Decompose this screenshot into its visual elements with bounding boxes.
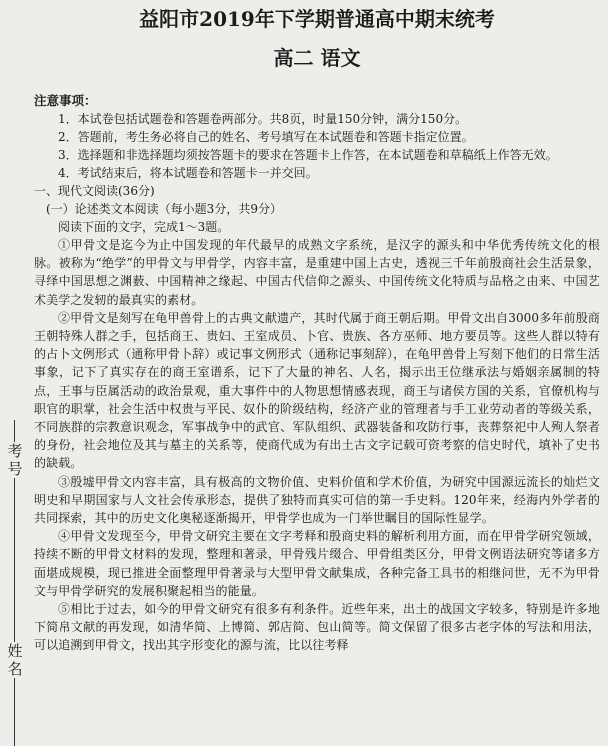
section-title: 一、现代文阅读(36分) <box>34 184 155 198</box>
passage-paragraph: ③殷墟甲骨文内容丰富，具有极高的文物价值、史料价值和学术价值，为研究中国源远流长的灿烂文明史和早期国家与人文社会传承形态，提供了独特而真实可信的第一手史料。120年来，经海内外学者的共同探索，其中的历史文化奥秘逐渐揭开，甲骨学也成为一门举世瞩目的国际性显学。 <box>34 474 600 526</box>
exam-title: 益阳市2019年下学期普通高中期末统考 <box>139 7 495 31</box>
notice-item: 4．考试结束后，将本试题卷和答题卡一并交回。 <box>58 166 318 180</box>
notice-item: 3．选择题和非选择题均须按答题卡的要求在答题卡上作答，在本试题卷和草稿纸上作答无效。 <box>58 148 558 162</box>
notice-heading: 注意事项： <box>34 93 97 108</box>
subsection-title: (一）论述类文本阅读（每小题3分，共9分） <box>46 202 282 216</box>
exam-number-label: 考号 <box>7 442 23 478</box>
notice-item: 1．本试卷包括试题卷和答题卷两部分。共8页，时量150分钟，满分150分。 <box>58 112 468 126</box>
notice-item: 2．答题前，考生务必将自己的姓名、考号填写在本试题卷和答题卡指定位置。 <box>58 130 474 144</box>
exam-page <box>34 6 600 746</box>
binding-margin <box>2 420 28 746</box>
passage-paragraph: ⑤相比于过去，如今的甲骨文研究有很多有利条件。近些年来，出土的战国文字较多，特别是许多地下简帛文献的再发现，如清华简、上博简、郭店简、包山简等。简文保留了很多古老字体的写法和用法，可以追溯到甲骨文，找出其字形变化的源与流，比以往考释 <box>34 602 600 653</box>
name-label: 姓名 <box>7 642 23 678</box>
passage-paragraph: ②甲骨文是刻写在龟甲兽骨上的古典文献遗产，其时代属于商王朝后期。甲骨文出自3000多年前殷商王朝特殊人群之手，包括商王、贵妇、王室成员、卜官、贵族、各方巫师、地方要员等。这些人群以特有的占卜文例形式（通称甲骨卜辞）或记事文例形式（通称记事刻辞），在龟甲兽骨上写刻下他们的日常生活事象，记下了真实存在的商王室谱系，记下了大量的神名、人名，揭示出王位继承法与婚姻亲属制的特点，王事与臣属活动的政治景观，重大事件中的人物思想情感表现，商王与诸侯方国的关系，官僚机构与职官的职掌，社会生活中权贵与平民、奴仆的阶级结构，经济产业的管理者与手工业劳动者的等级关系，不同族群的宗教意识观念，军事战争中的武官、军队组织、武器装备和攻防行事，丧葬祭祀中人殉人祭者的身份，社会地位及其与墓主的关系等，使商代成为有出土古文字记载可资考察的信史时代，填补了史书的缺载。 <box>34 310 600 471</box>
passage-paragraph: ①甲骨文是迄今为止中国发现的年代最早的成熟文字系统，是汉字的源头和中华优秀传统文化的根脉。被称为“绝学”的甲骨文与甲骨学，内容丰富，是重建中国上古史，透视三千年前殷商社会生活景象，寻绎中国思想之渊薮、中国精神之缘起、中国古代信仰之源头、中国传统文化特质与品格之由来、中国艺术美学之发轫的最真实的素材。 <box>34 238 600 307</box>
reading-instruction: 阅读下面的文字，完成1～3题。 <box>58 220 230 234</box>
passage-paragraph: ④甲骨文发现至今，甲骨文研究主要在文字考释和殷商史料的解析利用方面，而在甲骨学研究领域，持续不断的甲骨文材料的发现，整理和著录，甲骨残片缀合、甲骨组类区分，甲骨文例语法研究等诸多方面堪成规模，现已推进全面整理甲骨著录与大型甲骨文献集成，各种完备工具书的相继问世，无不为甲骨文与甲骨学研究的发展积聚起相当的能量。 <box>34 529 600 598</box>
subject-title: 高二 语文 <box>273 46 361 70</box>
